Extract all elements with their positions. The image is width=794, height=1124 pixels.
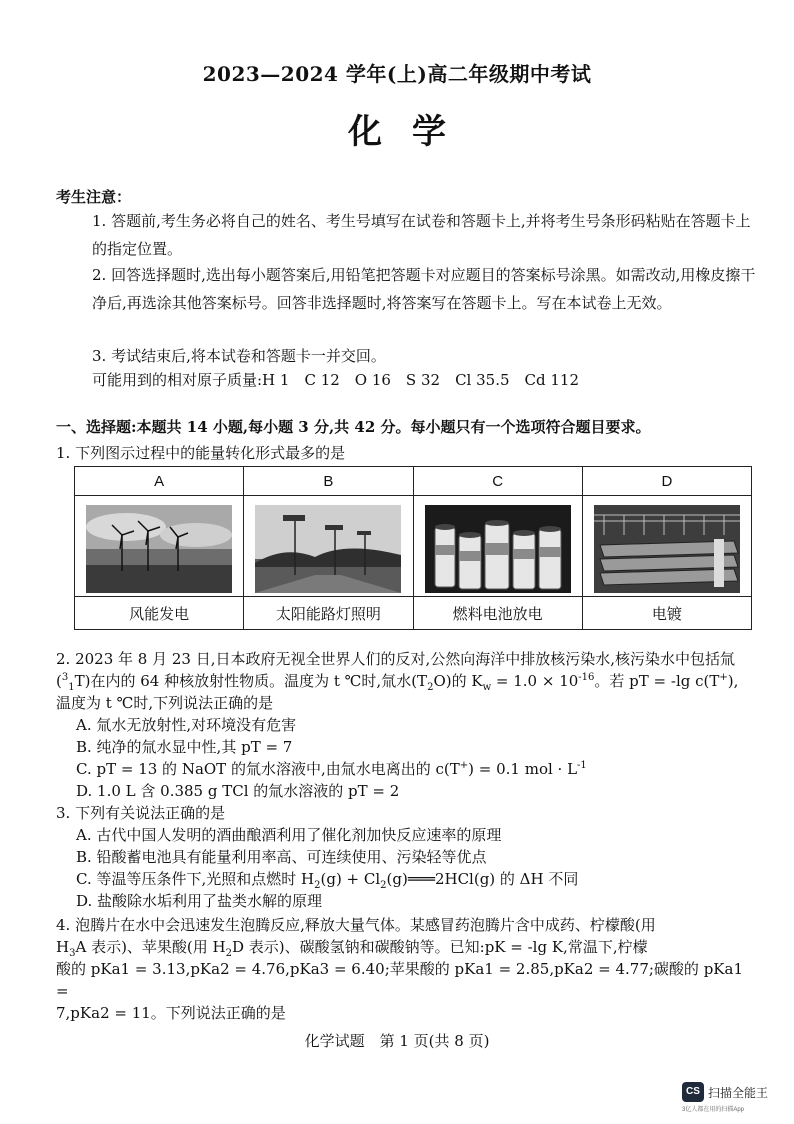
question-2-option-d: D. 1.0 L 含 0.385 g TCl 的氚水溶液的 pT = 2 (76, 782, 400, 800)
option-d-letter: D (582, 467, 751, 496)
page-footer: 化学试题 第 1 页(共 8 页) (304, 1032, 490, 1050)
option-a-caption: 风能发电 (75, 597, 244, 630)
wind-turbines-photo-icon (86, 505, 232, 593)
question-3-option-c: C. 等温等压条件下,光照和点燃时 $H_2(g)$ + $Cl_2(g)═══2HCl(g)$ 的 ΔH 不同 (76, 870, 579, 891)
option-b-letter: B (244, 467, 413, 496)
question-1 (56, 442, 746, 464)
option-a-letter: A (75, 467, 244, 496)
solar-streetlights-photo-icon (255, 505, 401, 593)
subject-title: 化学 (348, 112, 476, 152)
question-4 (56, 914, 746, 1024)
question-4-line-3: 酸的 pKa1 = 3.13,pKa2 = 4.76,pKa3 = 6.40;苹果酸的 pKa1 = 2.85,pKa2 = 4.77;碳酸的 pKa1 = (56, 960, 743, 1000)
question-4-line-1: 4. 泡腾片在水中会迅速发生泡腾反应,释放大量气体。某感冒药泡腾片含中成药、柠檬酸(用 (56, 916, 656, 934)
notice-item-2: 2. 回答选择题时,选出每小题答案后,用铅笔把答题卡对应题目的答案标号涂黑。如需改动,用橡皮擦干净后,再选涂其他答案标号。回答非选择题时,将答案写在答题卡上。写在本试卷上无效。 (92, 266, 756, 312)
question-3-option-a: A. 古代中国人发明的酒曲酿酒利用了催化剂加快反应速率的原理 (76, 826, 502, 844)
question-3 (56, 802, 746, 912)
question-2-stem: 2. 2023 年 8 月 23 日,日本政府无视全世界人们的反对,公然向海洋中排放核污染水,核污染水中包括氚($^3_1$T)在内的 64 种核放射性物质。温度为 t ℃时,氚水$(T_2O)$的 $K_w = 1.0 \times 10^{-16}$。若 pT = -lg c(T+),温度为 t ℃时,下列说法正确的是 (56, 650, 739, 712)
scanner-app-tagline: 3亿人都在用的扫描App (682, 1107, 745, 1113)
option-b-caption: 太阳能路灯照明 (244, 597, 413, 630)
question-4-line-2: $H_3A$ 表示)、苹果酸(用 $H_2D$ 表示)、碳酸氢钠和碳酸钠等。已知:pK = -lg K,常温下,柠檬 (56, 938, 648, 959)
notice-item-3: 3. 考试结束后,将本试卷和答题卡一并交回。 (92, 347, 386, 365)
question-3-option-d: D. 盐酸除水垢利用了盐类水解的原理 (76, 892, 323, 910)
atomic-masses: 可能用到的相对原子质量:H 1 C 12 O 16 S 32 Cl 35.5 Cd 112 (92, 371, 579, 389)
question-3-option-b: B. 铅酸蓄电池具有能量利用率高、可连续使用、污染轻等优点 (76, 848, 487, 866)
option-c-caption: 燃料电池放电 (413, 597, 582, 630)
option-d-caption: 电镀 (582, 597, 751, 630)
question-2-option-b: B. 纯净的氚水显中性,其 pT = 7 (76, 738, 293, 756)
option-c-letter: C (413, 467, 582, 496)
question-2 (56, 648, 746, 802)
question-4-line-4: 7,pKa2 = 11。下列说法正确的是 (56, 1004, 286, 1022)
exam-title: 2023—2024 学年(上)高二年级期中考试 (202, 62, 592, 86)
notice-item-1: 1. 答题前,考生务必将自己的姓名、考生号填写在试卷和答题卡上,并将考生号条形码粘贴在答题卡上的指定位置。 (92, 212, 751, 258)
question-1-stem: 1. 下列图示过程中的能量转化形式最多的是 (56, 444, 346, 462)
section-heading: 一、选择题:本题共 14 小题,每小题 3 分,共 42 分。每小题只有一个选项符合题目要求。 (56, 418, 651, 436)
notice-heading: 考生注意： (56, 188, 132, 206)
question-2-option-c: C. pT = 13 的 NaOT 的氚水溶液中,由氚水电离出的 c(T+) = 0.1 mol · $L^{-1}$ (76, 760, 587, 778)
electroplating-photo-icon (594, 505, 740, 593)
question-2-option-a: A. 氚水无放射性,对环境没有危害 (76, 716, 297, 734)
question-3-stem: 3. 下列有关说法正确的是 (56, 804, 226, 822)
scanner-app-name: 扫描全能王 (708, 1086, 769, 1100)
fuel-cells-photo-icon (425, 505, 571, 593)
question-1-figure-table (74, 466, 752, 630)
scanner-watermark (682, 1080, 782, 1114)
camscanner-logo-icon: CS (682, 1082, 704, 1102)
